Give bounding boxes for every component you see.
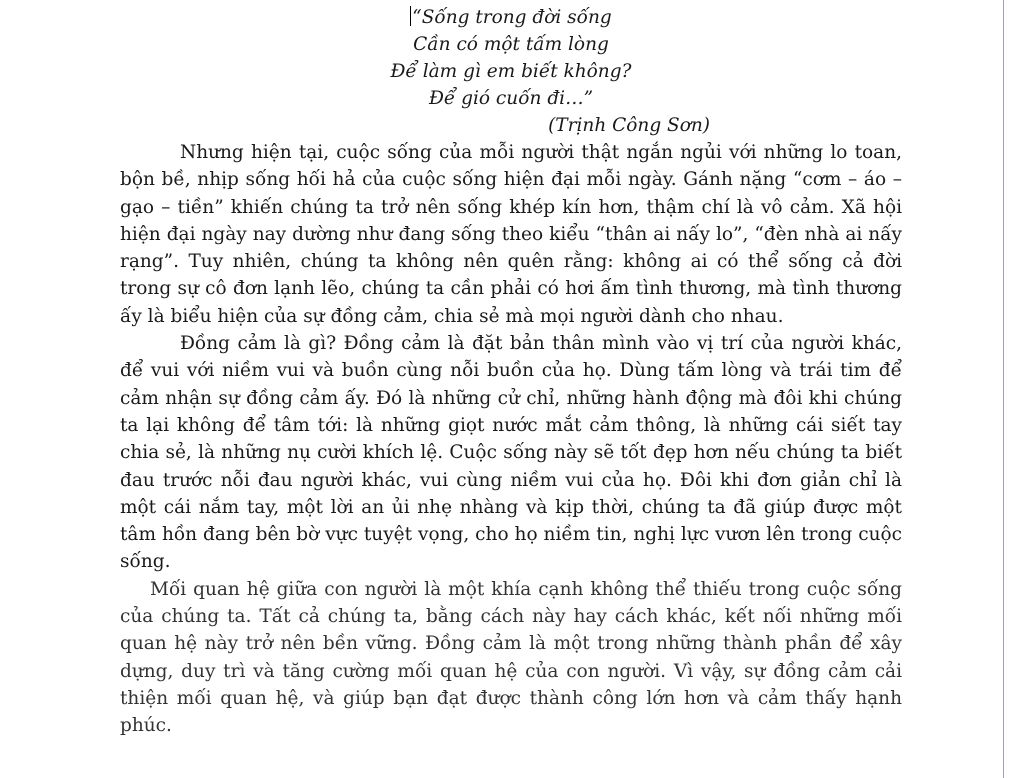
paragraph: Nhưng hiện tại, cuộc sống của mỗi người thật ngắn ngủi với những lo toan, bộn bề, nhịp sống hối hả của cuộc sống hiện đại mỗi ngày. Gánh nặng “cơm – áo – gạo – tiền” khiến chúng ta trở nên sống khép kín hơn, thậm chí là vô cảm. Xã hội hiện đại ngày nay dường như đang sống theo kiểu “thân ai nấy lo”, “đèn nhà ai nấy rạng”. Tuy nhiên, chúng ta không nên quên rằng: không ai có thể sống cả đời trong sự cô đơn lạnh lẽo, chúng ta cần phải có hơi ấm tình thương, mà tình thương ấy là biểu hiện của sự đồng cảm, chia sẻ mà mọi người dành cho nhau. — [120, 142, 902, 327]
document-body[interactable] — [120, 4, 902, 740]
poem-block — [120, 4, 902, 139]
paragraph: Mối quan hệ giữa con người là một khía cạnh không thể thiếu trong cuộc sống của chúng ta. Tất cả chúng ta, bằng cách này hay cách khác, kết nối những mối quan hệ này trở nên bền vững. Đồng cảm là một trong những thành phần để xây dựng, duy trì và tăng cường mối quan hệ của con người. Vì vậy, sự đồng cảm cải thiện mối quan hệ, và giúp bạn đạt được thành công lớn hơn và cảm thấy hạnh phúc. — [120, 578, 902, 737]
poem-line: Cần có một tấm lòng — [413, 34, 609, 55]
page-edge — [1003, 0, 1004, 778]
poem-line: Để làm gì em biết không? — [390, 61, 632, 82]
poem-line: Để gió cuốn đi…” — [428, 88, 594, 109]
paragraph: Đồng cảm là gì? Đồng cảm là đặt bản thân mình vào vị trí của người khác, để vui với niềm vui và buồn cùng nỗi buồn của họ. Dùng tấm lòng và trái tim để cảm nhận sự đồng cảm ấy. Đó là những cử chỉ, những hành động mà đôi khi chúng ta lại không để tâm tới: là những giọt nước mắt cảm thông, là những cái siết tay chia sẻ, là những nụ cười khích lệ. Cuộc sống này sẽ tốt đẹp hơn nếu chúng ta biết đau trước nỗi đau người khác, vui cùng niềm vui của họ. Đôi khi đơn giản chỉ là một cái nắm tay, một lời an ủi nhẹ nhàng và kịp thời, chúng ta đã giúp được một tâm hồn đang bên bờ vực tuyệt vọng, cho họ niềm tin, nghị lực vươn lên trong cuộc sống. — [120, 333, 902, 573]
poem-attribution: (Trịnh Công Sơn) — [548, 115, 710, 136]
poem-line: “Sống trong đời sống — [412, 7, 612, 28]
